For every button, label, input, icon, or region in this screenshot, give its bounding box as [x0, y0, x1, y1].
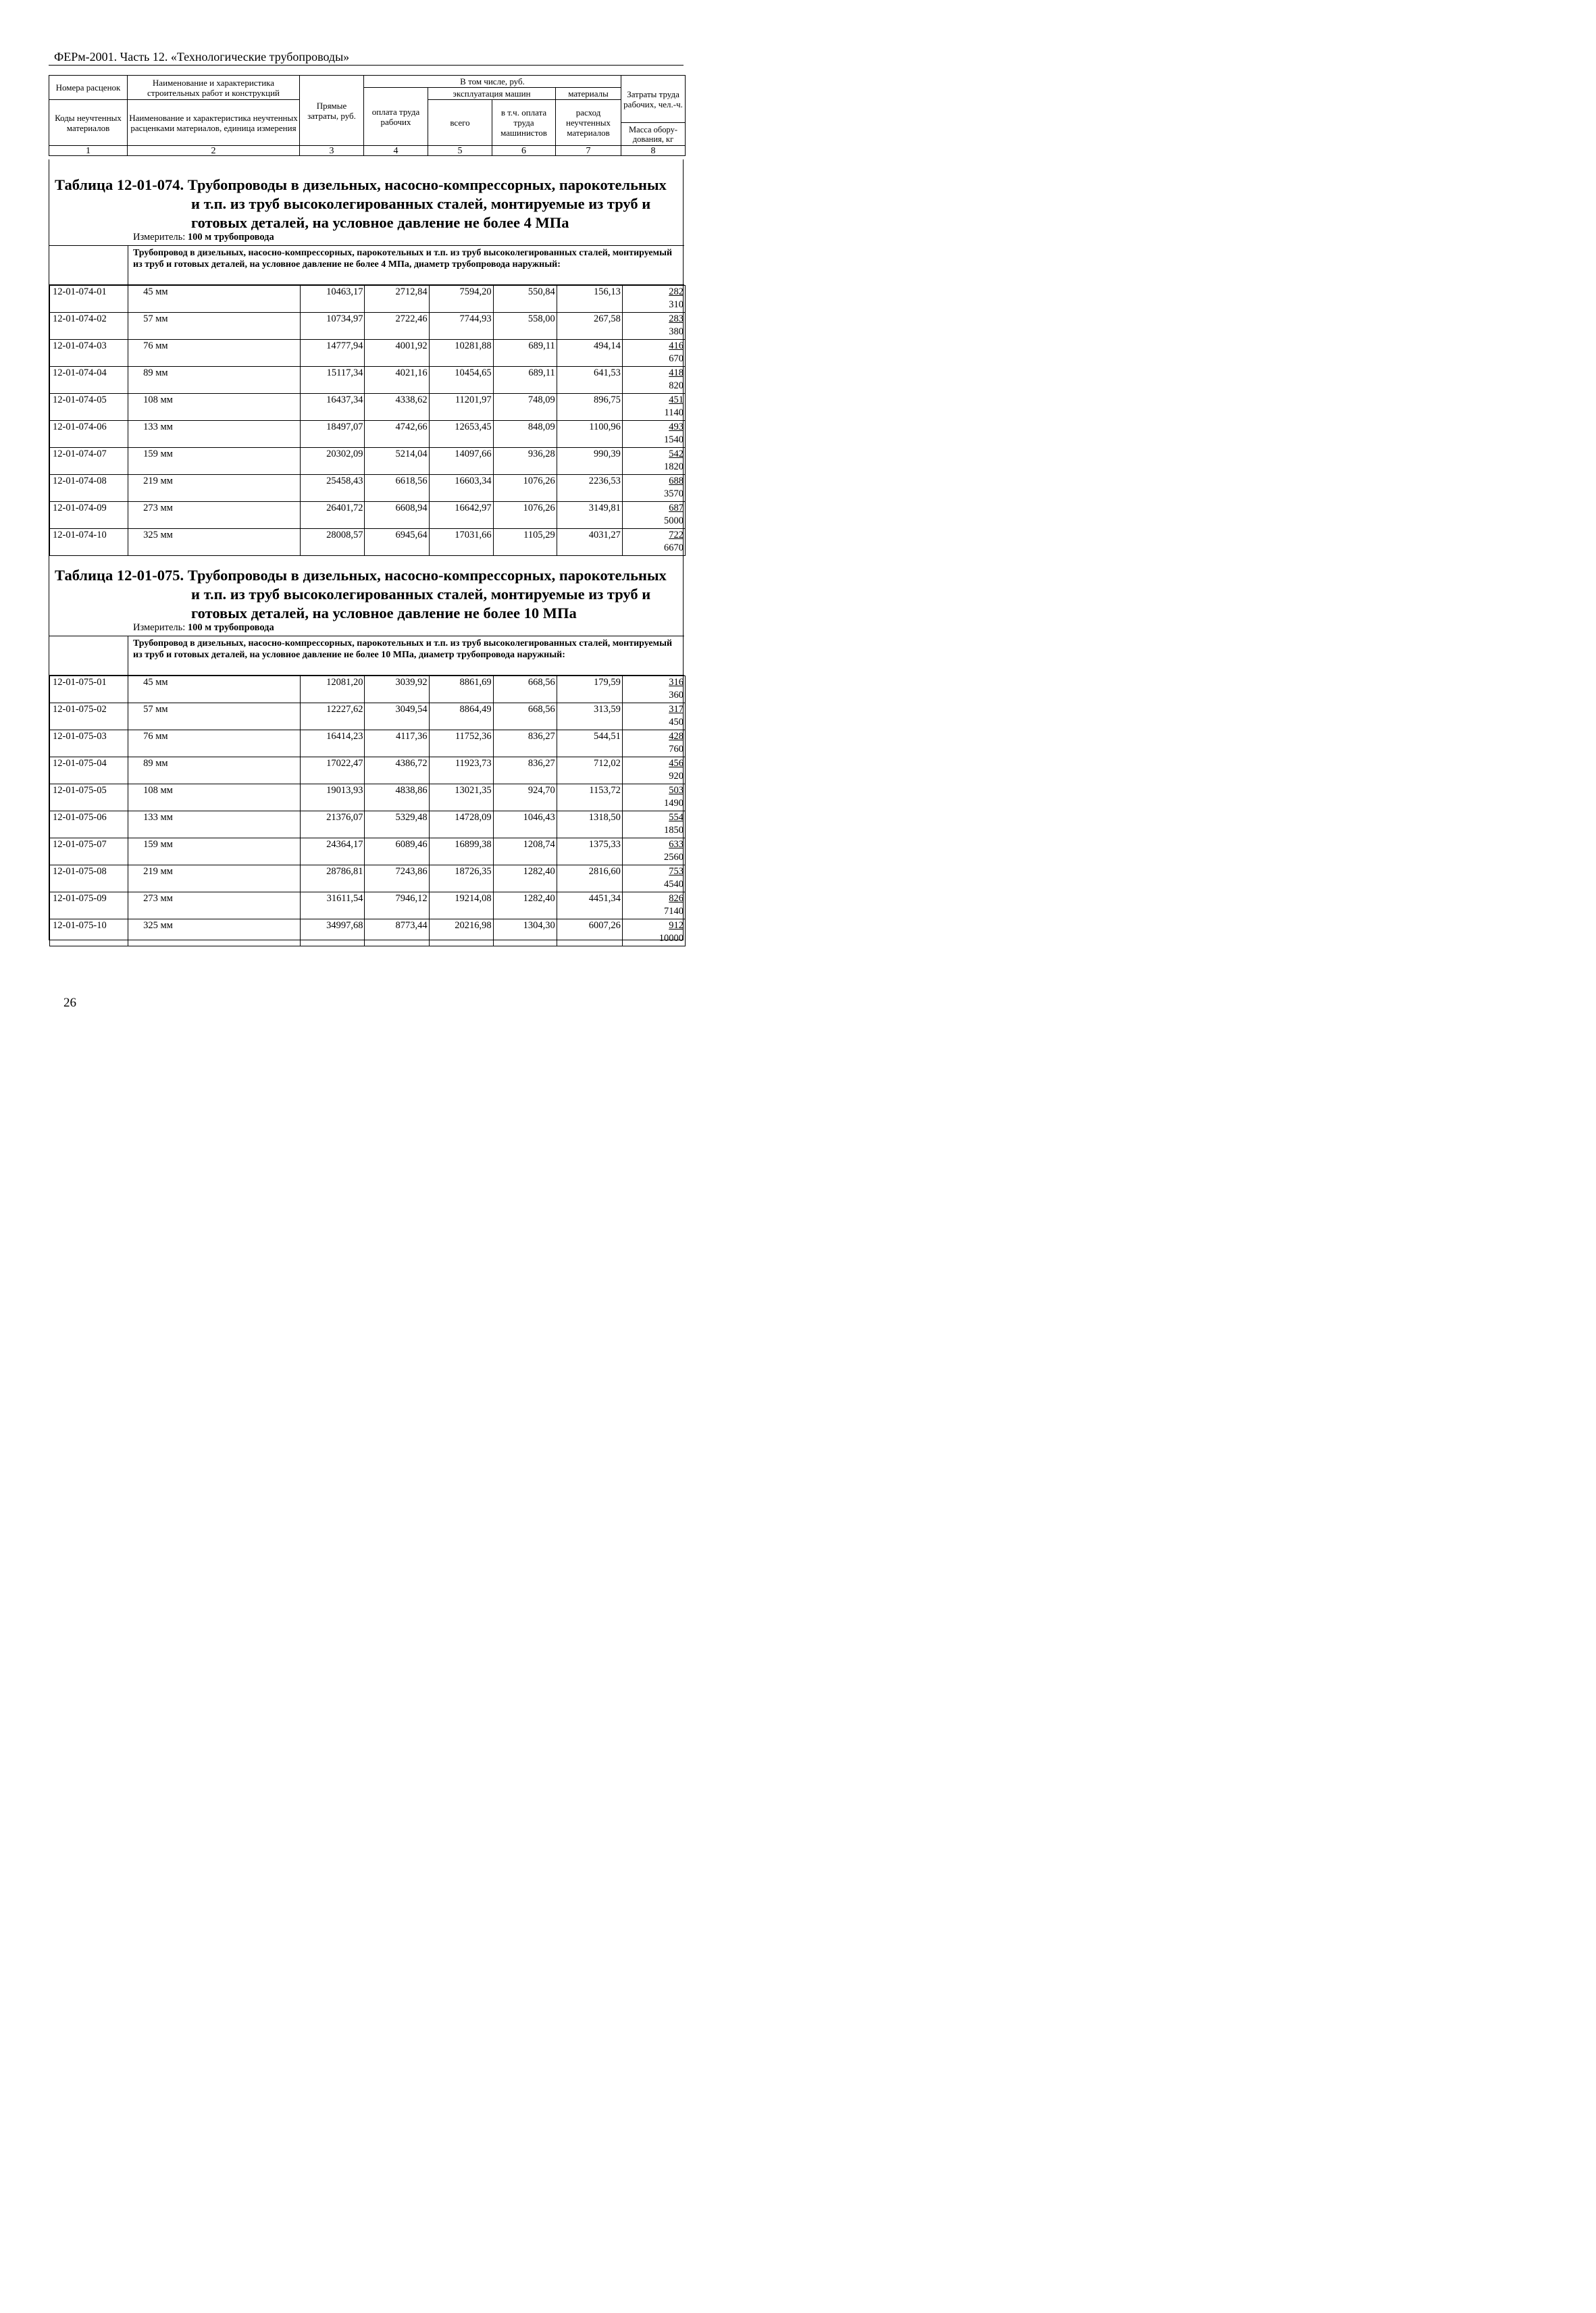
cell-machine-operation: 11201,97 [429, 394, 493, 421]
col-including: В том числе, руб. [364, 76, 621, 88]
table-row [50, 919, 686, 946]
cell-labor-and-mass [622, 367, 685, 394]
cell-machine-operation: 11923,73 [429, 757, 493, 784]
table-row [50, 703, 686, 730]
cell-worker-pay: 6618,56 [365, 475, 429, 502]
cell-machine-operation: 19214,08 [429, 892, 493, 919]
labor-costs-value: 688 [669, 476, 684, 486]
table-title: Таблица 12-01-074. Трубопроводы в дизельных, насосно-компрессорных, парокотельных и т.п. из труб высоколегированных сталей, монтируемые из труб и готовых деталей, на условное давление не более 4 МПа [55, 176, 667, 231]
cell-pipe-diameter: 45 мм [128, 286, 301, 313]
equipment-mass-value: 1850 [664, 825, 684, 836]
col-machine-operation: эксплуатация машин [428, 88, 556, 100]
cell-pipe-diameter: 89 мм [128, 367, 301, 394]
cell-materials: 641,53 [557, 367, 622, 394]
col-number-7: 7 [556, 146, 621, 156]
col-rate-number: Номера расценок [49, 76, 128, 100]
cell-materials: 2236,53 [557, 475, 622, 502]
measure-unit: Измеритель: 100 м трубопровода [133, 622, 274, 633]
cell-worker-pay: 3049,54 [365, 703, 429, 730]
cell-direct-costs: 14777,94 [301, 340, 365, 367]
cell-labor-and-mass [622, 394, 685, 421]
cell-operator-pay: 1208,74 [493, 838, 557, 865]
cell-materials: 712,02 [557, 757, 622, 784]
cell-direct-costs: 28786,81 [301, 865, 365, 892]
table-row [50, 838, 686, 865]
cell-materials: 2816,60 [557, 865, 622, 892]
equipment-mass-value: 920 [669, 771, 684, 782]
cell-machine-operation: 13021,35 [429, 784, 493, 811]
cell-worker-pay: 2712,84 [365, 286, 429, 313]
table-row [50, 475, 686, 502]
cell-worker-pay: 4742,66 [365, 421, 429, 448]
cell-worker-pay: 8773,44 [365, 919, 429, 946]
cell-rate-code: 12-01-074-05 [50, 394, 128, 421]
table-row [50, 676, 686, 703]
cell-rate-code: 12-01-075-08 [50, 865, 128, 892]
cell-worker-pay: 6945,64 [365, 529, 429, 556]
cell-worker-pay: 3039,92 [365, 676, 429, 703]
cell-pipe-diameter: 133 мм [128, 811, 301, 838]
cell-direct-costs: 20302,09 [301, 448, 365, 475]
cell-labor-and-mass [622, 676, 685, 703]
labor-costs-value: 503 [669, 785, 684, 796]
cell-operator-pay: 1304,30 [493, 919, 557, 946]
cell-machine-operation: 16642,97 [429, 502, 493, 529]
col-number-3: 3 [300, 146, 364, 156]
cell-direct-costs: 12227,62 [301, 703, 365, 730]
cell-pipe-diameter: 57 мм [128, 313, 301, 340]
cell-rate-code: 12-01-075-06 [50, 811, 128, 838]
cell-materials: 179,59 [557, 676, 622, 703]
labor-costs-value: 493 [669, 422, 684, 432]
col-equipment-mass: Масса обору-дования, кг [621, 123, 686, 146]
cell-pipe-diameter: 57 мм [128, 703, 301, 730]
cell-machine-operation: 8864,49 [429, 703, 493, 730]
labor-costs-value: 826 [669, 893, 684, 904]
col-worker-pay: оплата труда рабочих [364, 88, 428, 146]
col-materials: материалы [556, 88, 621, 100]
cell-materials: 4031,27 [557, 529, 622, 556]
table-title: Таблица 12-01-075. Трубопроводы в дизельных, насосно-компрессорных, парокотельных и т.п. из труб высоколегированных сталей, монтируемые из труб и готовых деталей, на условное давление не более 10 МПа [55, 567, 667, 621]
cell-rate-code: 12-01-074-06 [50, 421, 128, 448]
cell-direct-costs: 12081,20 [301, 676, 365, 703]
equipment-mass-value: 1490 [664, 798, 684, 809]
cell-pipe-diameter: 325 мм [128, 529, 301, 556]
cell-worker-pay: 6608,94 [365, 502, 429, 529]
cell-direct-costs: 16414,23 [301, 730, 365, 757]
cell-operator-pay: 836,27 [493, 757, 557, 784]
cell-operator-pay: 689,11 [493, 340, 557, 367]
table-row [50, 811, 686, 838]
labor-costs-value: 687 [669, 503, 684, 513]
cell-materials: 544,51 [557, 730, 622, 757]
col-number-1: 1 [49, 146, 128, 156]
cell-pipe-diameter: 325 мм [128, 919, 301, 946]
cell-worker-pay: 2722,46 [365, 313, 429, 340]
cell-operator-pay: 689,11 [493, 367, 557, 394]
equipment-mass-value: 310 [669, 299, 684, 310]
cell-machine-operation: 16603,34 [429, 475, 493, 502]
cell-operator-pay: 836,27 [493, 730, 557, 757]
cell-labor-and-mass [622, 448, 685, 475]
cell-worker-pay: 4386,72 [365, 757, 429, 784]
col-number-2: 2 [128, 146, 300, 156]
cell-operator-pay: 1076,26 [493, 502, 557, 529]
table-row [50, 367, 686, 394]
table-row [50, 529, 686, 556]
cell-rate-code: 12-01-075-10 [50, 919, 128, 946]
cell-operator-pay: 1046,43 [493, 811, 557, 838]
cell-labor-and-mass [622, 838, 685, 865]
equipment-mass-value: 1820 [664, 461, 684, 472]
col-number-6: 6 [492, 146, 556, 156]
labor-costs-value: 753 [669, 866, 684, 877]
cell-worker-pay: 4117,36 [365, 730, 429, 757]
cell-labor-and-mass [622, 865, 685, 892]
table-row [50, 394, 686, 421]
cell-worker-pay: 6089,46 [365, 838, 429, 865]
cell-rate-code: 12-01-075-03 [50, 730, 128, 757]
cell-machine-operation: 16899,38 [429, 838, 493, 865]
labor-costs-value: 633 [669, 839, 684, 850]
cell-labor-and-mass [622, 784, 685, 811]
cell-materials: 4451,34 [557, 892, 622, 919]
cell-pipe-diameter: 273 мм [128, 502, 301, 529]
table-row [50, 892, 686, 919]
cell-labor-and-mass [622, 475, 685, 502]
cell-rate-code: 12-01-074-04 [50, 367, 128, 394]
col-material-code: Коды неучтенных материалов [49, 100, 128, 146]
col-unaccounted-materials: расход неучтенных материалов [556, 100, 621, 146]
cell-labor-and-mass [622, 502, 685, 529]
cell-operator-pay: 924,70 [493, 784, 557, 811]
cell-labor-and-mass [622, 892, 685, 919]
cell-pipe-diameter: 273 мм [128, 892, 301, 919]
cell-worker-pay: 4838,86 [365, 784, 429, 811]
cell-direct-costs: 10734,97 [301, 313, 365, 340]
main-content-box [49, 159, 684, 944]
cell-pipe-diameter: 76 мм [128, 340, 301, 367]
cell-materials: 896,75 [557, 394, 622, 421]
cell-rate-code: 12-01-074-07 [50, 448, 128, 475]
labor-costs-value: 554 [669, 812, 684, 823]
labor-costs-value: 317 [669, 704, 684, 715]
equipment-mass-value: 2560 [664, 852, 684, 863]
cell-rate-code: 12-01-075-07 [50, 838, 128, 865]
col-number-8: 8 [621, 146, 686, 156]
cell-direct-costs: 25458,43 [301, 475, 365, 502]
cell-labor-and-mass [622, 757, 685, 784]
labor-costs-value: 542 [669, 449, 684, 459]
col-labor-costs: Затраты труда рабочих, чел.-ч. [621, 76, 686, 123]
cell-pipe-diameter: 76 мм [128, 730, 301, 757]
labor-costs-value: 428 [669, 731, 684, 742]
table-row [50, 865, 686, 892]
cell-direct-costs: 34997,68 [301, 919, 365, 946]
table-row [50, 421, 686, 448]
cell-direct-costs: 16437,34 [301, 394, 365, 421]
equipment-mass-value: 820 [669, 380, 684, 391]
cell-materials: 156,13 [557, 286, 622, 313]
cell-materials: 3149,81 [557, 502, 622, 529]
labor-costs-value: 316 [669, 677, 684, 688]
cell-direct-costs: 17022,47 [301, 757, 365, 784]
col-direct-costs: Прямые затраты, руб. [300, 76, 364, 146]
table-row [50, 757, 686, 784]
cell-machine-operation: 14097,66 [429, 448, 493, 475]
equipment-mass-value: 7140 [664, 906, 684, 917]
labor-costs-value: 416 [669, 340, 684, 351]
cell-direct-costs: 21376,07 [301, 811, 365, 838]
cell-rate-code: 12-01-075-09 [50, 892, 128, 919]
equipment-mass-value: 380 [669, 326, 684, 337]
equipment-mass-value: 1540 [664, 434, 684, 445]
cell-materials: 1318,50 [557, 811, 622, 838]
cell-worker-pay: 4338,62 [365, 394, 429, 421]
cell-machine-operation: 11752,36 [429, 730, 493, 757]
cell-pipe-diameter: 159 мм [128, 838, 301, 865]
cell-materials: 6007,26 [557, 919, 622, 946]
cell-materials: 494,14 [557, 340, 622, 367]
labor-costs-value: 912 [669, 920, 684, 931]
equipment-mass-value: 5000 [664, 515, 684, 526]
equipment-mass-value: 4540 [664, 879, 684, 890]
cell-pipe-diameter: 219 мм [128, 475, 301, 502]
cell-materials: 990,39 [557, 448, 622, 475]
cell-rate-code: 12-01-074-08 [50, 475, 128, 502]
cell-direct-costs: 24364,17 [301, 838, 365, 865]
cell-rate-code: 12-01-075-02 [50, 703, 128, 730]
cell-direct-costs: 18497,07 [301, 421, 365, 448]
labor-costs-value: 283 [669, 313, 684, 324]
col-material-name: Наименование и характеристика неучтенных расценками материалов, единица измерения [128, 100, 300, 146]
cell-machine-operation: 7594,20 [429, 286, 493, 313]
column-header-table [49, 75, 686, 156]
cell-rate-code: 12-01-075-04 [50, 757, 128, 784]
table-row [50, 340, 686, 367]
equipment-mass-value: 360 [669, 690, 684, 701]
cell-rate-code: 12-01-074-03 [50, 340, 128, 367]
equipment-mass-value: 760 [669, 744, 684, 755]
cell-materials: 1153,72 [557, 784, 622, 811]
cell-operator-pay: 1076,26 [493, 475, 557, 502]
cell-pipe-diameter: 133 мм [128, 421, 301, 448]
labor-costs-value: 722 [669, 530, 684, 540]
equipment-mass-value: 450 [669, 717, 684, 728]
cell-labor-and-mass [622, 286, 685, 313]
cell-operator-pay: 1105,29 [493, 529, 557, 556]
cell-rate-code: 12-01-074-01 [50, 286, 128, 313]
cell-worker-pay: 4021,16 [365, 367, 429, 394]
labor-costs-value: 282 [669, 286, 684, 297]
cell-rate-code: 12-01-075-05 [50, 784, 128, 811]
cell-materials: 267,58 [557, 313, 622, 340]
cell-machine-operation: 14728,09 [429, 811, 493, 838]
cell-machine-operation: 17031,66 [429, 529, 493, 556]
cell-operator-pay: 668,56 [493, 703, 557, 730]
cell-rate-code: 12-01-074-10 [50, 529, 128, 556]
col-work-name: Наименование и характеристика строительных работ и конструкций [128, 76, 300, 100]
cell-direct-costs: 19013,93 [301, 784, 365, 811]
cell-labor-and-mass [622, 421, 685, 448]
cell-labor-and-mass [622, 919, 685, 946]
cell-labor-and-mass [622, 730, 685, 757]
cell-direct-costs: 31611,54 [301, 892, 365, 919]
cell-operator-pay: 558,00 [493, 313, 557, 340]
table-row [50, 448, 686, 475]
rates-table-075 [49, 676, 686, 946]
cell-operator-pay: 550,84 [493, 286, 557, 313]
section-header: Трубопровод в дизельных, насосно-компрессорных, парокотельных и т.п. из труб высоколегированных сталей, монтируемый из труб и готовых деталей, на условное давление не более 10 МПа, диаметр трубопровода наружный: [49, 636, 684, 676]
cell-machine-operation: 10281,88 [429, 340, 493, 367]
cell-rate-code: 12-01-074-02 [50, 313, 128, 340]
cell-direct-costs: 28008,57 [301, 529, 365, 556]
cell-operator-pay: 668,56 [493, 676, 557, 703]
cell-pipe-diameter: 219 мм [128, 865, 301, 892]
measure-unit: Измеритель: 100 м трубопровода [133, 232, 274, 243]
col-operator-pay: в т.ч. оплата труда машинистов [492, 100, 556, 146]
equipment-mass-value: 1140 [664, 407, 684, 418]
cell-machine-operation: 7744,93 [429, 313, 493, 340]
cell-worker-pay: 4001,92 [365, 340, 429, 367]
cell-direct-costs: 15117,34 [301, 367, 365, 394]
equipment-mass-value: 670 [669, 353, 684, 364]
equipment-mass-value: 10000 [659, 933, 684, 944]
cell-pipe-diameter: 159 мм [128, 448, 301, 475]
cell-worker-pay: 5214,04 [365, 448, 429, 475]
cell-direct-costs: 26401,72 [301, 502, 365, 529]
table-row [50, 784, 686, 811]
cell-labor-and-mass [622, 313, 685, 340]
page-header-title: ФЕРм-2001. Часть 12. «Технологические трубопроводы» [54, 50, 350, 63]
section-header: Трубопровод в дизельных, насосно-компрессорных, парокотельных и т.п. из труб высоколегированных сталей, монтируемый из труб и готовых деталей, на условное давление не более 4 МПа, диаметр трубопровода наружный: [49, 245, 684, 285]
cell-labor-and-mass [622, 529, 685, 556]
cell-machine-operation: 12653,45 [429, 421, 493, 448]
cell-operator-pay: 1282,40 [493, 865, 557, 892]
page-number: 26 [63, 996, 76, 1010]
cell-labor-and-mass [622, 340, 685, 367]
rates-table-074 [49, 285, 686, 556]
cell-worker-pay: 5329,48 [365, 811, 429, 838]
cell-operator-pay: 936,28 [493, 448, 557, 475]
labor-costs-value: 456 [669, 758, 684, 769]
col-number-5: 5 [428, 146, 492, 156]
cell-machine-operation: 20216,98 [429, 919, 493, 946]
cell-operator-pay: 748,09 [493, 394, 557, 421]
cell-labor-and-mass [622, 811, 685, 838]
cell-rate-code: 12-01-074-09 [50, 502, 128, 529]
cell-labor-and-mass [622, 703, 685, 730]
table-row [50, 286, 686, 313]
labor-costs-value: 451 [669, 395, 684, 405]
cell-machine-operation: 18726,35 [429, 865, 493, 892]
cell-pipe-diameter: 108 мм [128, 394, 301, 421]
cell-worker-pay: 7946,12 [365, 892, 429, 919]
cell-pipe-diameter: 89 мм [128, 757, 301, 784]
cell-materials: 313,59 [557, 703, 622, 730]
cell-materials: 1375,33 [557, 838, 622, 865]
table-row [50, 502, 686, 529]
table-row [50, 730, 686, 757]
cell-pipe-diameter: 108 мм [128, 784, 301, 811]
cell-machine-operation: 10454,65 [429, 367, 493, 394]
equipment-mass-value: 3570 [664, 488, 684, 499]
header-rule [49, 65, 684, 66]
col-number-4: 4 [364, 146, 428, 156]
cell-direct-costs: 10463,17 [301, 286, 365, 313]
table-row [50, 313, 686, 340]
cell-operator-pay: 848,09 [493, 421, 557, 448]
cell-materials: 1100,96 [557, 421, 622, 448]
cell-worker-pay: 7243,86 [365, 865, 429, 892]
cell-operator-pay: 1282,40 [493, 892, 557, 919]
equipment-mass-value: 6670 [664, 542, 684, 553]
cell-machine-operation: 8861,69 [429, 676, 493, 703]
cell-rate-code: 12-01-075-01 [50, 676, 128, 703]
labor-costs-value: 418 [669, 367, 684, 378]
cell-pipe-diameter: 45 мм [128, 676, 301, 703]
col-machine-total: всего [428, 100, 492, 146]
